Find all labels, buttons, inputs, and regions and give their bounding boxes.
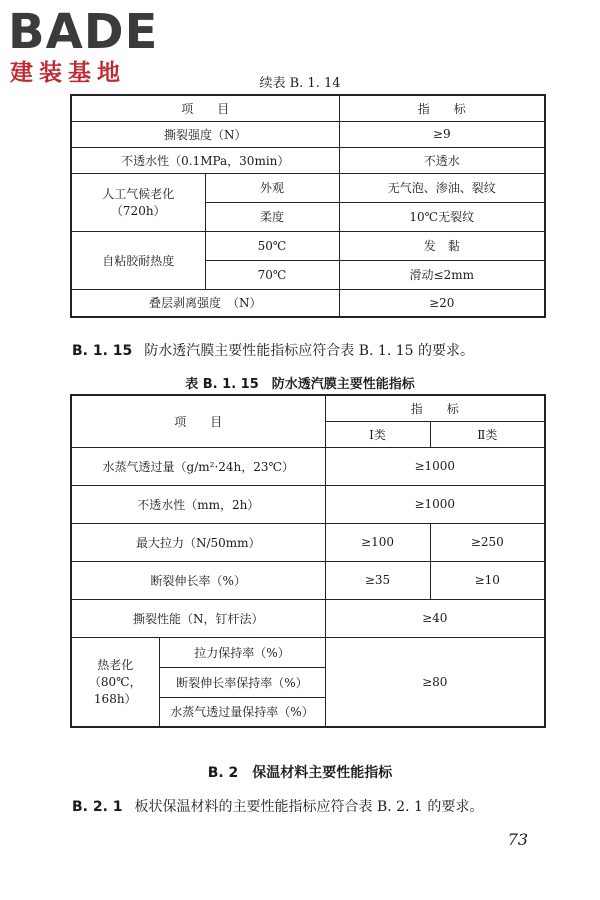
clause-b115 <box>72 340 474 360</box>
row-value-class-1: ≥100 <box>325 523 430 561</box>
row-value: ≥1000 <box>325 447 545 485</box>
row-item: 不透水性（mm，2h） <box>71 485 325 523</box>
aging-label: 热老化（80℃， <box>88 658 142 690</box>
header-item: 项 目 <box>71 395 325 447</box>
weathering-item <box>71 173 205 231</box>
row-item: 撕裂强度（N） <box>71 121 339 147</box>
clause-text: 防水透汽膜主要性能指标应符合表 B. 1. 15 的要求。 <box>144 343 474 359</box>
header-indicator: 指 标 <box>339 95 545 121</box>
row-item: 不透水性（0.1MPa，30min） <box>71 147 339 173</box>
row-value-class-2: ≥10 <box>430 561 545 599</box>
header-class-2: Ⅱ类 <box>430 421 545 447</box>
clause-b21 <box>72 796 483 816</box>
row-item: 撕裂性能（N，钉杆法） <box>71 599 325 637</box>
sub-value: 滑动≤2mm <box>339 260 545 289</box>
row-item: 最大拉力（N/50mm） <box>71 523 325 561</box>
header-item: 项 目 <box>71 95 339 121</box>
weathering-duration: （720h） <box>110 204 166 218</box>
table-b115-caption: 表 B. 1. 15 防水透汽膜主要性能指标 <box>185 377 415 392</box>
row-value-class-2: ≥250 <box>430 523 545 561</box>
sub-value: 无气泡、渗油、裂纹 <box>339 173 545 202</box>
row-value: 不透水 <box>339 147 545 173</box>
sub-label: 50℃ <box>205 231 339 260</box>
sub-label: 柔度 <box>205 202 339 231</box>
weathering-label: 人工气候老化 <box>102 187 175 201</box>
row-value: ≥40 <box>325 599 545 637</box>
sub-label: 拉力保持率（%） <box>159 637 325 667</box>
aging-value: ≥80 <box>325 637 545 727</box>
sub-value: 10℃无裂纹 <box>339 202 545 231</box>
table-b114 <box>70 94 546 318</box>
sub-label: 水蒸气透过量保持率（%） <box>159 697 325 727</box>
row-value: ≥9 <box>339 121 545 147</box>
row-item: 断裂伸长率（%） <box>71 561 325 599</box>
table-b115 <box>70 394 546 728</box>
row-value: ≥1000 <box>325 485 545 523</box>
aging-duration: 168h） <box>93 692 137 707</box>
row-value: ≥20 <box>339 289 545 317</box>
row-value-class-1: ≥35 <box>325 561 430 599</box>
clause-text: 板状保温材料的主要性能指标应符合表 B. 2. 1 的要求。 <box>134 799 484 815</box>
header-class-1: Ⅰ类 <box>325 421 430 447</box>
aging-item <box>71 637 159 727</box>
sub-value: 发 黏 <box>339 231 545 260</box>
sub-label: 外观 <box>205 173 339 202</box>
sub-label: 断裂伸长率保持率（%） <box>159 667 325 697</box>
clause-number: B. 1. 15 <box>72 343 133 359</box>
header-indicator: 指 标 <box>325 395 545 421</box>
row-item: 叠层剥离强度 （N） <box>71 289 339 317</box>
table-b114-caption: 续表 B. 1. 14 <box>259 76 341 91</box>
logo-wordmark: BADE <box>8 4 159 60</box>
page-number: 73 <box>507 830 528 849</box>
row-item: 水蒸气透过量（g/m²·24h，23℃） <box>71 447 325 485</box>
sub-label: 70℃ <box>205 260 339 289</box>
logo-subtitle: 建装基地 <box>10 60 126 86</box>
adhesive-item: 自粘胶耐热度 <box>71 231 205 289</box>
section-b2-title: B. 2 保温材料主要性能指标 <box>207 765 393 781</box>
clause-number: B. 2. 1 <box>72 799 123 815</box>
